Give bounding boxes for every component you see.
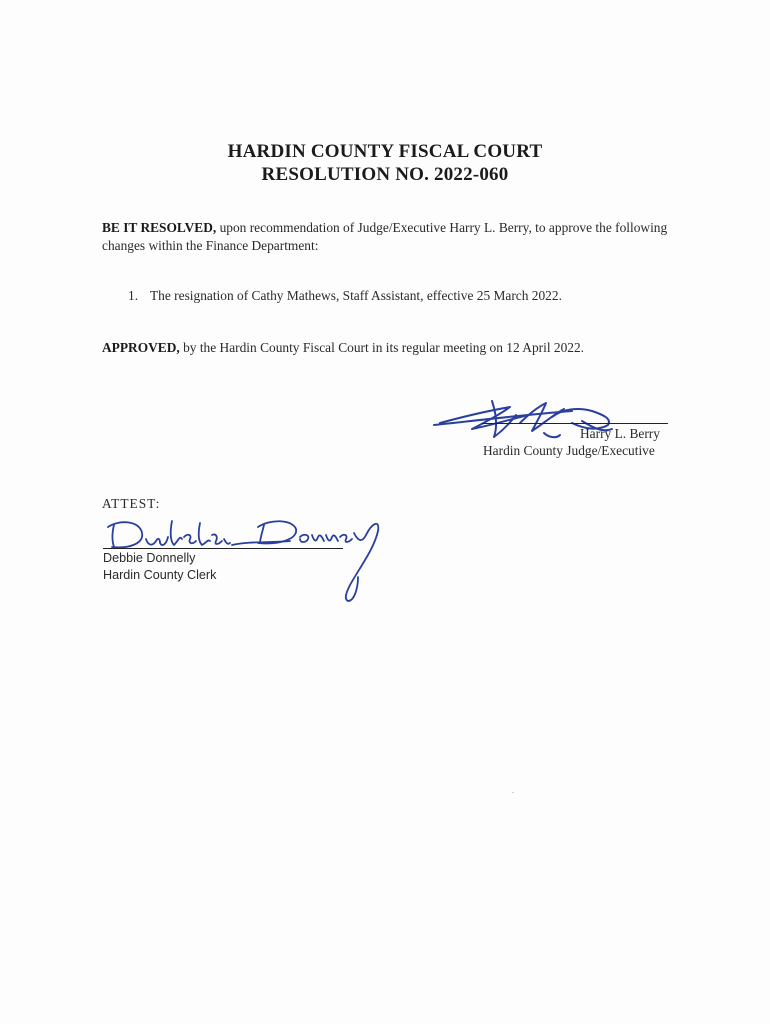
clerk-name: Debbie Donnelly (103, 551, 196, 565)
resolved-lead: BE IT RESOLVED, (102, 220, 217, 235)
court-title: HARDIN COUNTY FISCAL COURT (227, 141, 543, 162)
list-item (128, 288, 562, 304)
list-item-text: The resignation of Cathy Mathews, Staff Assistant, effective 25 March 2022. (150, 288, 562, 303)
judge-title: Hardin County Judge/Executive (483, 443, 655, 458)
clerk-signature-line (103, 548, 343, 549)
list-item-number: 1. (128, 288, 139, 303)
approved-lead: APPROVED, (102, 340, 180, 355)
resolved-paragraph (102, 219, 672, 255)
resolution-number: RESOLUTION NO. 2022-060 (261, 164, 509, 185)
approved-paragraph (102, 339, 672, 357)
scan-speck (512, 792, 514, 793)
attest-label: ATTEST: (102, 496, 161, 511)
resolved-text: upon recommendation of Judge/Executive Harry L. Berry, to approve the following changes within the Finance Department: (102, 220, 668, 253)
judge-signature-line (482, 423, 668, 424)
clerk-title: Hardin County Clerk (103, 568, 217, 582)
approved-text: by the Hardin County Fiscal Court in its regular meeting on 12 April 2022. (179, 340, 585, 355)
judge-name: Harry L. Berry (580, 426, 660, 441)
